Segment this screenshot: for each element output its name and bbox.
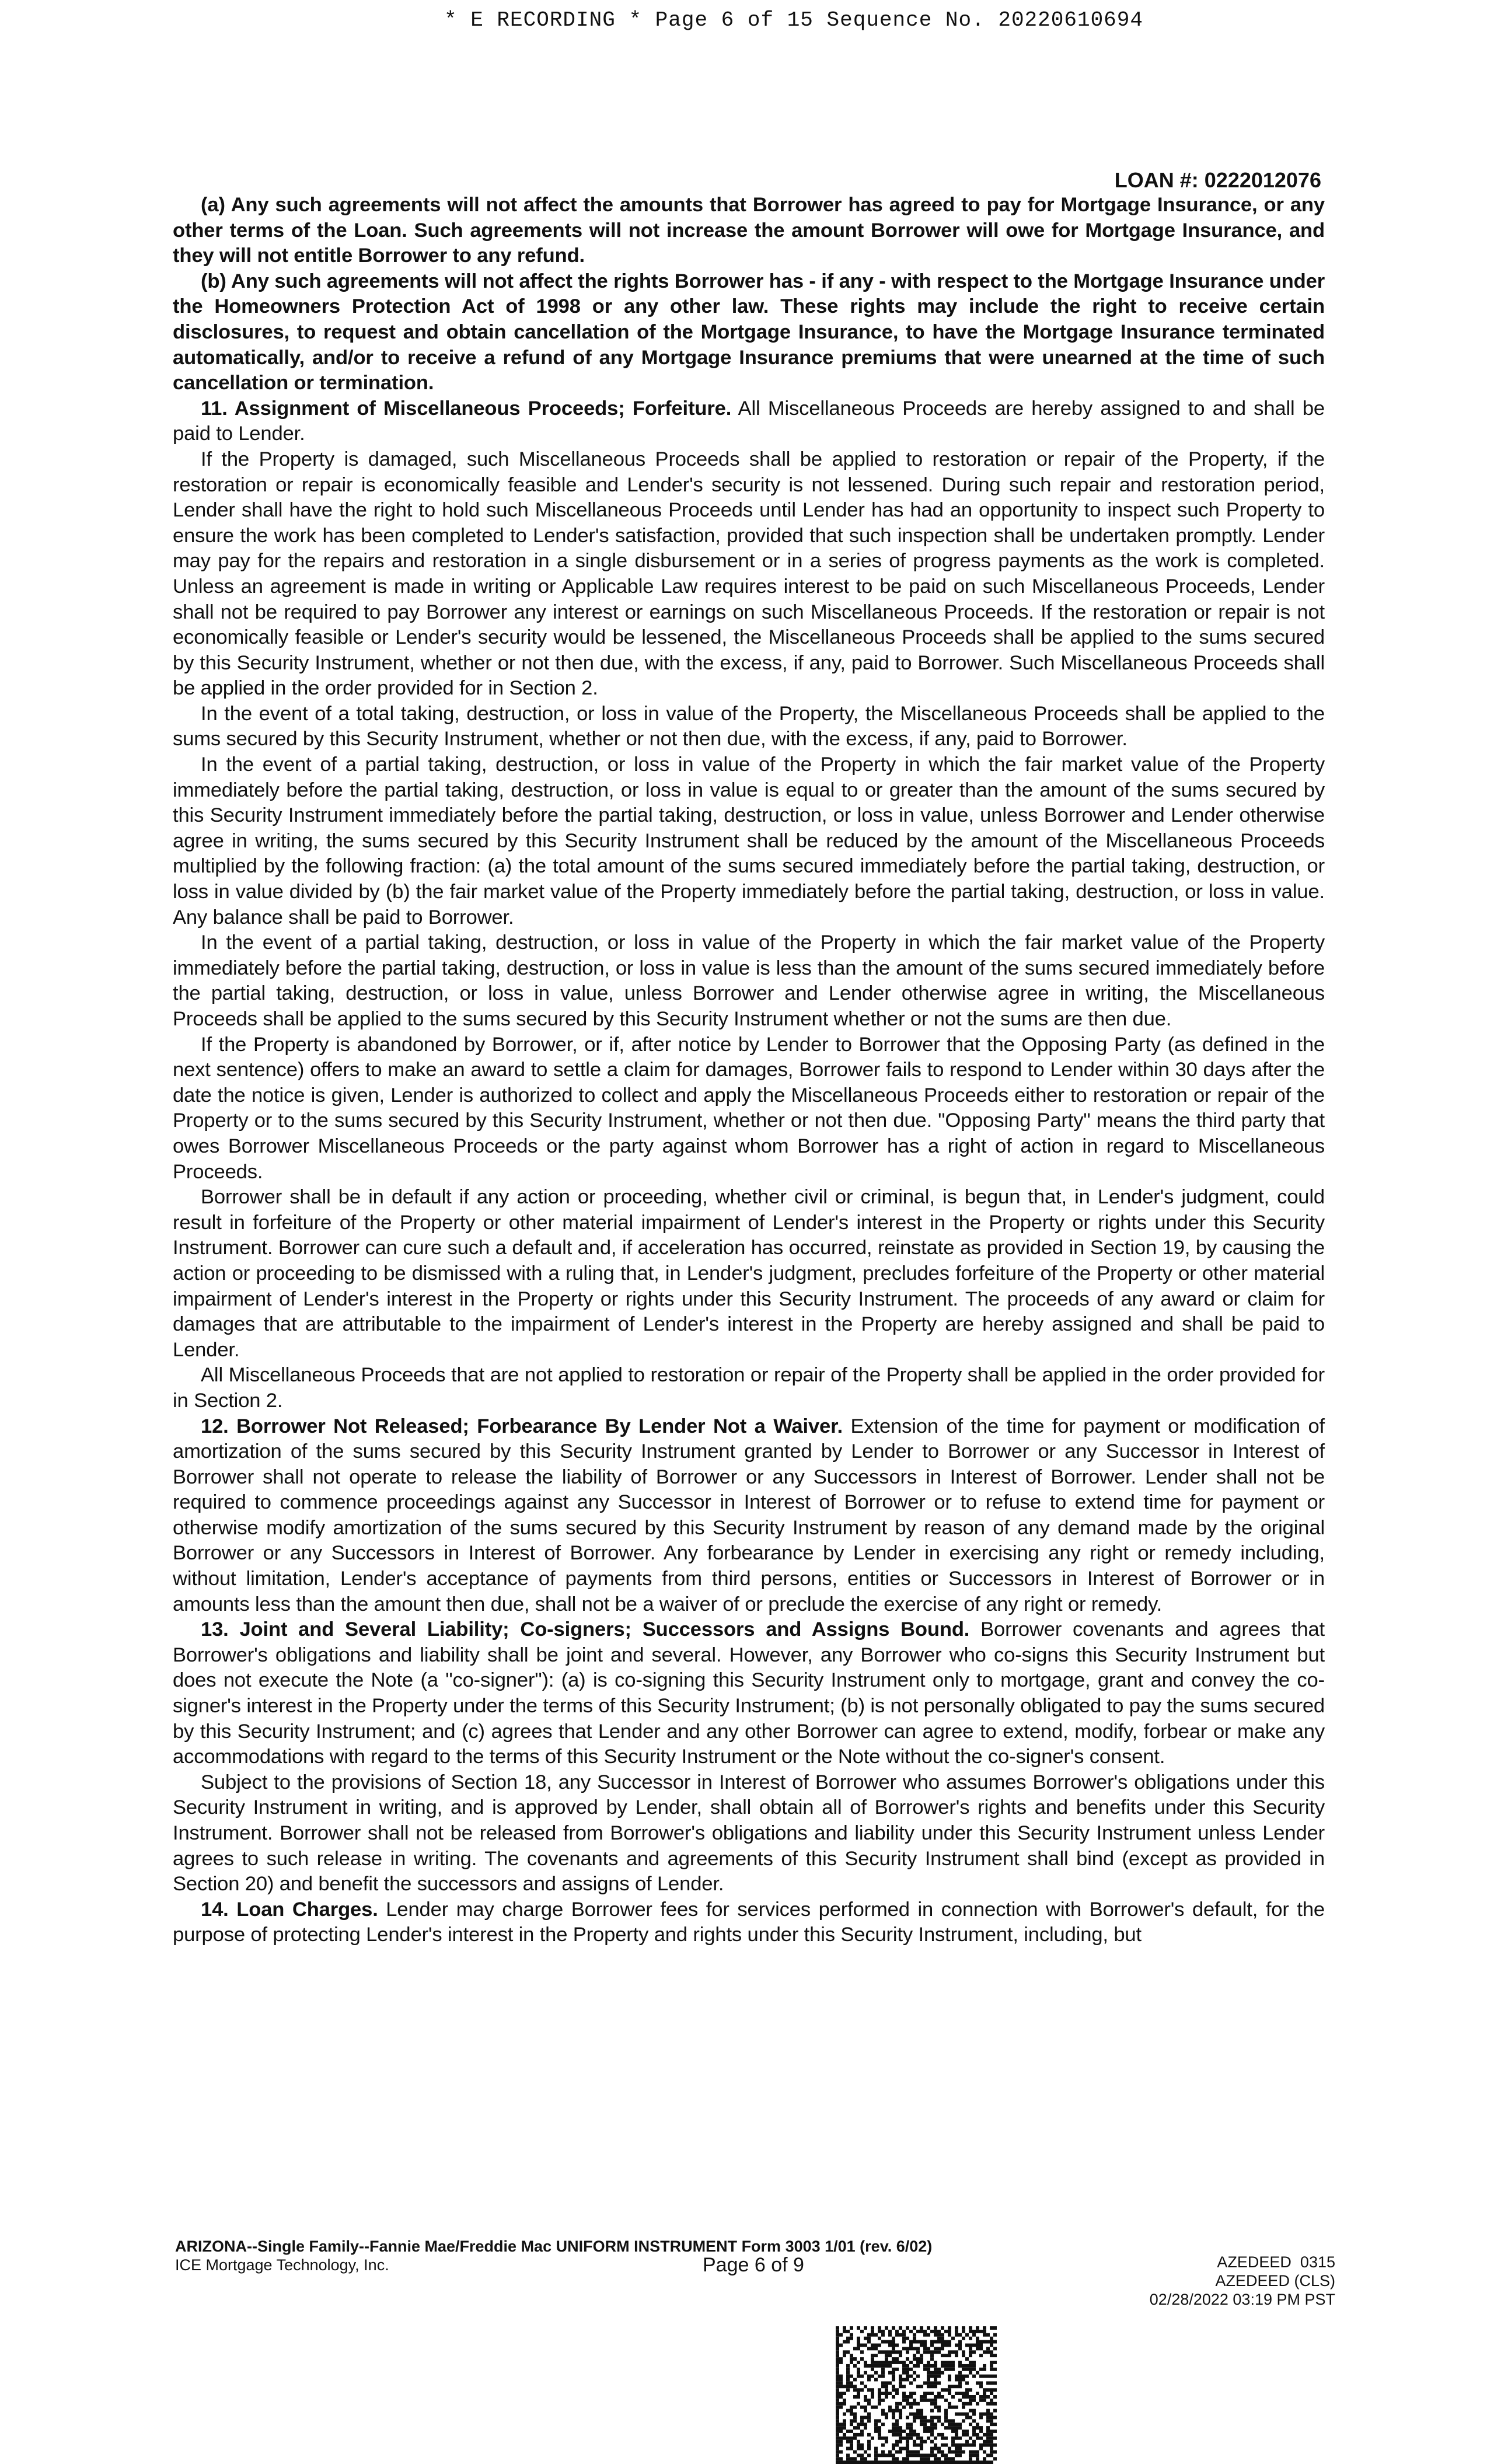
footer-document-codes: [1150, 2253, 1335, 2309]
footer-company: ICE Mortgage Technology, Inc.: [175, 2256, 389, 2274]
section-13: [173, 1617, 1325, 1770]
section-13-paragraph-2: Subject to the provisions of Section 18, any Successor in Interest of Borrower who assumes Borrower's obligations under this Security Instrument in writing, and is approved by Lender, shall obtain all of Borrower's rights and benefits under this Security Instrument. Borrower shall not be released from Borrower's obligations and liability under this Security Instrument unless Lender agrees to such release in writing. The covenants and agreements of this Security Instrument shall bind (except as provided in Section 20) and benefit the successors and assigns of Lender.: [173, 1771, 1325, 1896]
section-11-text: All Miscellaneous Proceeds are hereby assigned to and shall be paid to Lender.: [173, 397, 1325, 445]
footer-code-1: AZEDEED 0315: [1217, 2253, 1335, 2271]
section-12-text: Extension of the time for payment or modification of amortization of the sums secured by this Security Instrument granted by Lender to Borrower or any Successor in Interest of Borrower shall not operate to release the liability of Borrower or any Successors in Interest of Borrower. Lender shall not be required to commence proceedings against any Successor in Interest of Borrower or to refuse to extend time for payment or otherwise modify amortization of the sums secured by this Security Instrument by reason of any demand made by the original Borrower or any Successors in Interest of Borrower. Any forbearance by Lender in exercising any right or remedy including, without limitation, Lender's acceptance of payments from third persons, entities or Successors in Interest of Borrower or in amounts less than the amount then due, shall not be a waiver of or preclude the exercise of any right or remedy.: [173, 1415, 1325, 1615]
section-11-paragraph-7: Borrower shall be in default if any action or proceeding, whether civil or criminal, is begun that, in Lender's judgment, could result in forfeiture of the Property or other material impairment of Lender's interest in the Property or rights under this Security Instrument. Borrower can cure such a default and, if acceleration has occurred, reinstate as provided in Section 19, by causing the action or proceeding to be dismissed with a ruling that, in Lender's judgment, precludes forfeiture of the Property or other material impairment of Lender's interest in the Property or rights under this Security Instrument. The proceeds of any award or claim for damages that are attributable to the impairment of Lender's interest in the Property are hereby assigned and shall be paid to Lender.: [173, 1186, 1325, 1361]
section-11-paragraph-5: In the event of a partial taking, destruction, or loss in value of the Property in which the fair market value of the Property immediately before the partial taking, destruction, or loss in value is less than the amount of the sums secured immediately before the partial taking, destruction, or loss in value, unless Borrower and Lender otherwise agree in writing, the Miscellaneous Proceeds shall be applied to the sums secured by this Security Instrument whether or not the sums are then due.: [173, 931, 1325, 1030]
section-14-heading: 14. Loan Charges.: [201, 1898, 378, 1921]
section-13-text: Borrower covenants and agrees that Borrower's obligations and liability shall be joint and several. However, any Borrower who co-signs this Security Instrument but does not execute the Note (a "co-signer"): (a) is co-signing this Security Instrument only to mortgage, grant and convey the co-signer's interest in the Property under the terms of this Security Instrument; (b) is not personally obligated to pay the sums secured by this Security Instrument; and (c) agrees that Lender and any other Borrower can agree to extend, modify, forbear or make any accommodations with regard to the terms of this Security Instrument or the Note without the co-signer's consent.: [173, 1618, 1325, 1768]
section-13-heading: 13. Joint and Several Liability; Co-signers; Successors and Assigns Bound.: [201, 1618, 970, 1641]
footer-code-2: AZEDEED (CLS): [1215, 2272, 1335, 2290]
document-body: [173, 193, 1325, 1948]
section-11-paragraph-8: All Miscellaneous Proceeds that are not applied to restoration or repair of the Property shall be applied in the order provided for in Section 2.: [173, 1364, 1325, 1412]
section-11-paragraph-4: In the event of a partial taking, destruction, or loss in value of the Property in which the fair market value of the Property immediately before the partial taking, destruction, or loss in value is equal to or greater than the amount of the sums secured by this Security Instrument immediately before the partial taking, destruction, or loss in value, unless Borrower and Lender otherwise agree in writing, the sums secured by this Security Instrument shall be reduced by the amount of the Miscellaneous Proceeds multiplied by the following fraction: (a) the total amount of the sums secured immediately before the partial taking, destruction, or loss in value divided by (b) the fair market value of the Property immediately before the partial taking, destruction, or loss in value. Any balance shall be paid to Borrower.: [173, 753, 1325, 929]
section-11-paragraph-6: If the Property is abandoned by Borrower, or if, after notice by Lender to Borrower that the Opposing Party (as defined in the next sentence) offers to make an award to settle a claim for damages, Borrower fails to respond to Lender within 30 days after the date the notice is given, Lender is authorized to collect and apply the Miscellaneous Proceeds either to restoration or repair of the Property or to the sums secured by this Security Instrument, whether or not then due. "Opposing Party" means the third party that owes Borrower Miscellaneous Proceeds or the party against whom Borrower has a right of action in regard to Miscellaneous Proceeds.: [173, 1033, 1325, 1183]
section-12: [173, 1414, 1325, 1618]
section-11-heading: 11. Assignment of Miscellaneous Proceeds; Forfeiture.: [201, 397, 732, 420]
footer-page-number: Page 6 of 9: [703, 2254, 804, 2276]
section-14: [173, 1897, 1325, 1948]
footer-timestamp: 02/28/2022 03:19 PM PST: [1149, 2291, 1335, 2308]
section-12-heading: 12. Borrower Not Released; Forbearance By Lender Not a Waiver.: [201, 1415, 843, 1437]
section-14-text: Lender may charge Borrower fees for services performed in connection with Borrower's default, for the purpose of protecting Lender's interest in the Property and rights under this Security Instrument, including, but: [173, 1898, 1325, 1946]
section-11: [173, 396, 1325, 447]
paragraph-a: (a) Any such agreements will not affect the amounts that Borrower has agreed to pay for Mortgage Insurance, or any other terms of the Loan. Such agreements will not increase the amount Borrower will owe for Mortgage Insurance, and they will not entitle Borrower to any refund.: [173, 194, 1325, 267]
loan-number: LOAN #: 0222012076: [1114, 168, 1321, 192]
section-11-paragraph-2: If the Property is damaged, such Miscellaneous Proceeds shall be applied to restoration or repair of the Property, if the restoration or repair is economically feasible and Lender's security is not lessened. During such repair and restoration period, Lender shall have the right to hold such Miscellaneous Proceeds until Lender has had an opportunity to inspect such Property to ensure the work has been completed to Lender's satisfaction, provided that such inspection shall be undertaken promptly. Lender may pay for the repairs and restoration in a single disbursement or in a series of progress payments as the work is completed. Unless an agreement is made in writing or Applicable Law requires interest to be paid on such Miscellaneous Proceeds, Lender shall not be required to pay Borrower any interest or earnings on such Miscellaneous Proceeds. If the restoration or repair is not economically feasible or Lender's security would be lessened, the Miscellaneous Proceeds shall be applied to the sums secured by this Security Instrument, whether or not then due, with the excess, if any, paid to Borrower. Such Miscellaneous Proceeds shall be applied in the order provided for in Section 2.: [173, 448, 1325, 700]
footer-form-line: ARIZONA--Single Family--Fannie Mae/Freddie Mac UNIFORM INSTRUMENT Form 3003 1/01 (rev. 6/02): [175, 2238, 933, 2255]
2d-barcode-icon: [836, 2326, 997, 2464]
section-11-paragraph-3: In the event of a total taking, destruction, or loss in value of the Property, the Miscellaneous Proceeds shall be applied to the sums secured by this Security Instrument, whether or not then due, with the excess, if any, paid to Borrower.: [173, 702, 1325, 751]
recording-header: * E RECORDING * Page 6 of 15 Sequence No. 20220610694: [444, 8, 1143, 32]
paragraph-b: (b) Any such agreements will not affect the rights Borrower has - if any - with respect to the Mortgage Insurance under the Homeowners Protection Act of 1998 or any other law. These rights may include the right to receive certain disclosures, to request and obtain cancellation of the Mortgage Insurance, to have the Mortgage Insurance terminated automatically, and/or to receive a refund of any Mortgage Insurance premiums that were unearned at the time of such cancellation or termination.: [173, 270, 1325, 395]
